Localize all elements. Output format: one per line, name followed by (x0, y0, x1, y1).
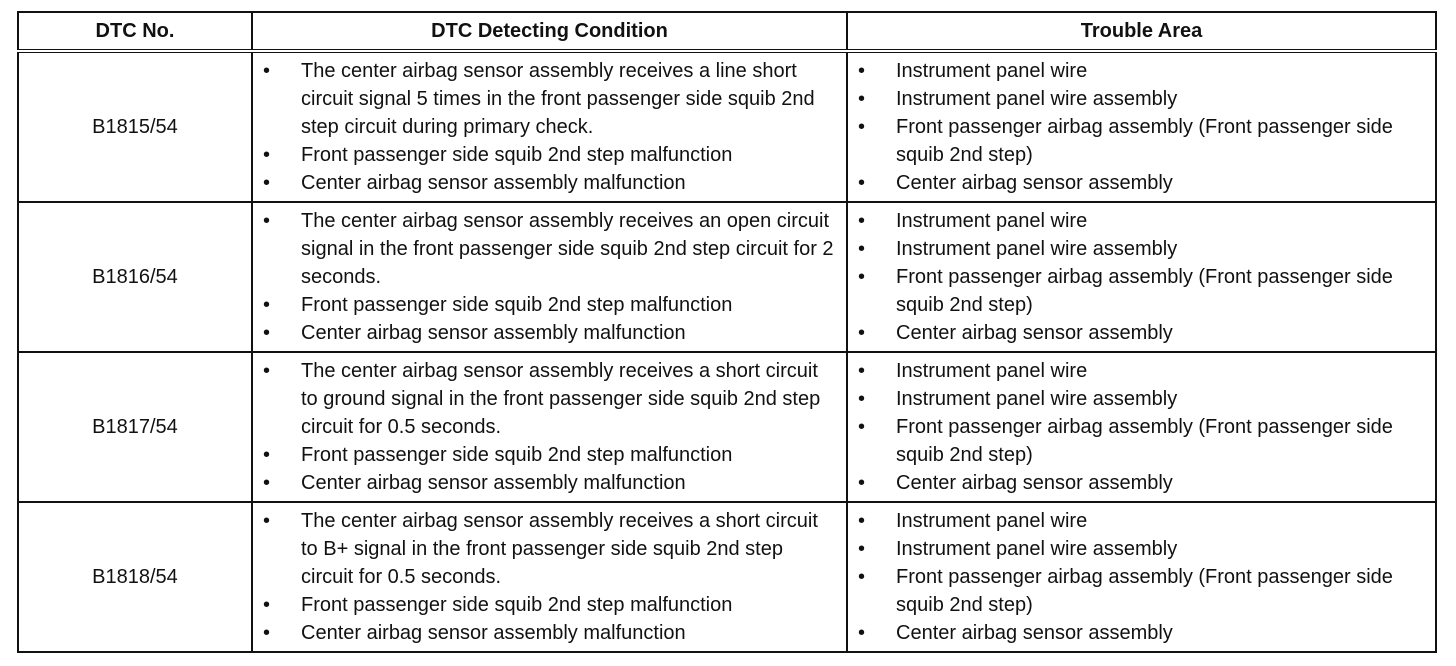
dtc-code-cell: B1817/54 (18, 352, 252, 502)
condition-item-text: Center airbag sensor assembly malfunction (301, 172, 686, 194)
bullet-icon: • (263, 360, 271, 382)
bullet-icon: • (263, 210, 271, 232)
condition-item (253, 591, 836, 619)
bullet-icon: • (858, 238, 866, 260)
bullet-icon: • (858, 266, 866, 288)
bullet-icon: • (858, 416, 866, 438)
bullet-icon: • (858, 566, 866, 588)
bullet-icon: • (263, 144, 271, 166)
bullet-icon: • (263, 322, 271, 344)
condition-item-text: Front passenger side squib 2nd step malfunction (301, 444, 733, 466)
dtc-table (17, 11, 1437, 653)
trouble-area-item-text: Instrument panel wire (896, 60, 1088, 82)
condition-cell-list (253, 53, 846, 201)
trouble-area-cell-list (848, 53, 1435, 201)
condition-item (253, 357, 836, 441)
trouble-area-item-text: Front passenger airbag assembly (Front passenger side squib 2nd step) (896, 566, 1393, 616)
trouble-area-item-text: Center airbag sensor assembly (896, 472, 1173, 494)
trouble-area-item (848, 413, 1425, 469)
condition-item-text: The center airbag sensor assembly receives a short circuit to B+ signal in the front passenger side squib 2nd step circuit for 0.5 seconds. (301, 510, 818, 588)
trouble-area-cell (847, 202, 1436, 352)
table-row (18, 202, 1436, 352)
bullet-icon: • (263, 594, 271, 616)
trouble-area-cell (847, 502, 1436, 652)
bullet-icon: • (263, 60, 271, 82)
trouble-area-item-text: Instrument panel wire (896, 210, 1088, 232)
bullet-icon: • (858, 388, 866, 410)
condition-item (253, 169, 836, 197)
bullet-icon: • (263, 510, 271, 532)
trouble-area-item (848, 469, 1425, 497)
condition-item (253, 319, 836, 347)
trouble-area-item-text: Instrument panel wire assembly (896, 238, 1178, 260)
trouble-area-item (848, 357, 1425, 385)
trouble-area-item (848, 385, 1425, 413)
bullet-icon: • (858, 538, 866, 560)
trouble-area-item (848, 207, 1425, 235)
bullet-icon: • (858, 60, 866, 82)
condition-cell (252, 502, 847, 652)
condition-item-text: The center airbag sensor assembly receives a line short circuit signal 5 times in the front passenger side squib 2nd step circuit during primary check. (301, 60, 815, 138)
trouble-area-item-text: Instrument panel wire assembly (896, 88, 1178, 110)
bullet-icon: • (858, 210, 866, 232)
trouble-area-item (848, 57, 1425, 85)
trouble-area-item-text: Instrument panel wire (896, 510, 1088, 532)
condition-item-text: Center airbag sensor assembly malfunction (301, 472, 686, 494)
table-row (18, 502, 1436, 652)
condition-cell-list (253, 503, 846, 651)
condition-item (253, 57, 836, 141)
trouble-area-item (848, 113, 1425, 169)
trouble-area-item-text: Center airbag sensor assembly (896, 322, 1173, 344)
condition-cell (252, 202, 847, 352)
trouble-area-item-text: Center airbag sensor assembly (896, 172, 1173, 194)
trouble-area-cell-list (848, 203, 1435, 351)
condition-item (253, 141, 836, 169)
condition-cell-list (253, 203, 846, 351)
bullet-icon: • (263, 294, 271, 316)
trouble-area-item (848, 319, 1425, 347)
trouble-area-item (848, 563, 1425, 619)
trouble-area-item-text: Instrument panel wire (896, 360, 1088, 382)
header-trouble-area: Trouble Area (847, 12, 1436, 51)
trouble-area-item (848, 235, 1425, 263)
bullet-icon: • (858, 360, 866, 382)
dtc-code-cell: B1818/54 (18, 502, 252, 652)
condition-item (253, 441, 836, 469)
condition-item (253, 619, 836, 647)
trouble-area-item-text: Front passenger airbag assembly (Front passenger side squib 2nd step) (896, 266, 1393, 316)
header-detecting-condition: DTC Detecting Condition (252, 12, 847, 51)
trouble-area-cell (847, 352, 1436, 502)
header-dtc-no: DTC No. (18, 12, 252, 51)
bullet-icon: • (263, 622, 271, 644)
bullet-icon: • (858, 622, 866, 644)
table-row (18, 51, 1436, 202)
bullet-icon: • (858, 172, 866, 194)
condition-cell (252, 51, 847, 202)
bullet-icon: • (858, 116, 866, 138)
condition-cell (252, 352, 847, 502)
bullet-icon: • (858, 510, 866, 532)
trouble-area-item (848, 85, 1425, 113)
trouble-area-item (848, 535, 1425, 563)
condition-item-text: Front passenger side squib 2nd step malfunction (301, 594, 733, 616)
trouble-area-item-text: Front passenger airbag assembly (Front passenger side squib 2nd step) (896, 416, 1393, 466)
trouble-area-item-text: Front passenger airbag assembly (Front passenger side squib 2nd step) (896, 116, 1393, 166)
condition-item (253, 469, 836, 497)
bullet-icon: • (858, 88, 866, 110)
bullet-icon: • (263, 444, 271, 466)
bullet-icon: • (263, 472, 271, 494)
bullet-icon: • (858, 322, 866, 344)
dtc-code-cell: B1815/54 (18, 51, 252, 202)
trouble-area-item (848, 169, 1425, 197)
condition-item (253, 291, 836, 319)
condition-item-text: Center airbag sensor assembly malfunction (301, 322, 686, 344)
trouble-area-cell-list (848, 503, 1435, 651)
condition-item (253, 207, 836, 291)
condition-item-text: Front passenger side squib 2nd step malfunction (301, 294, 733, 316)
trouble-area-item (848, 263, 1425, 319)
dtc-code-cell: B1816/54 (18, 202, 252, 352)
condition-item-text: Center airbag sensor assembly malfunction (301, 622, 686, 644)
condition-item-text: The center airbag sensor assembly receives an open circuit signal in the front passenger side squib 2nd step circuit for 2 seconds. (301, 210, 834, 288)
bullet-icon: • (858, 472, 866, 494)
table-row (18, 352, 1436, 502)
condition-cell-list (253, 353, 846, 501)
trouble-area-item (848, 619, 1425, 647)
trouble-area-cell-list (848, 353, 1435, 501)
trouble-area-item-text: Instrument panel wire assembly (896, 388, 1178, 410)
table-body (18, 51, 1436, 652)
trouble-area-item-text: Center airbag sensor assembly (896, 622, 1173, 644)
dtc-table-container (17, 11, 1435, 653)
trouble-area-item (848, 507, 1425, 535)
table-header-row (18, 12, 1436, 51)
bullet-icon: • (263, 172, 271, 194)
condition-item (253, 507, 836, 591)
trouble-area-cell (847, 51, 1436, 202)
trouble-area-item-text: Instrument panel wire assembly (896, 538, 1178, 560)
condition-item-text: The center airbag sensor assembly receives a short circuit to ground signal in the front passenger side squib 2nd step circuit for 0.5 seconds. (301, 360, 821, 438)
condition-item-text: Front passenger side squib 2nd step malfunction (301, 144, 733, 166)
